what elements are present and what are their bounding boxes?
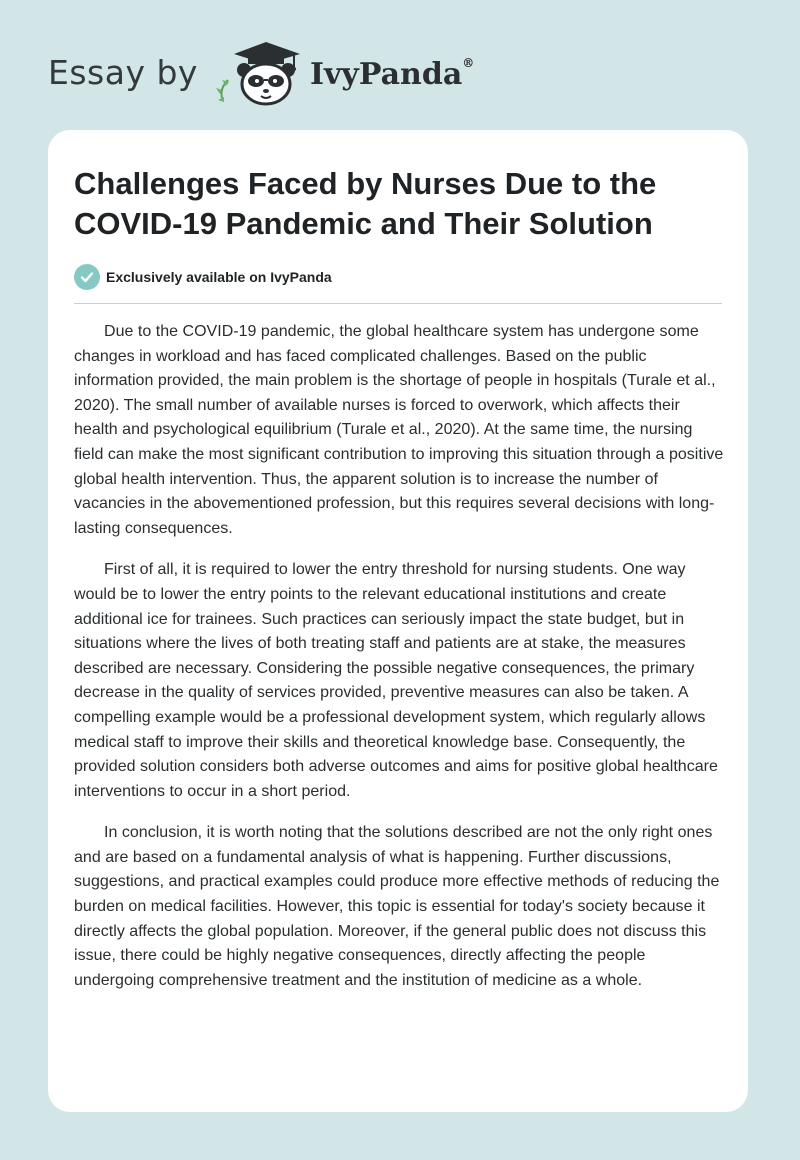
paragraph: Due to the COVID-19 pandemic, the global healthcare system has undergone some changes in workload and has faced complicated challenges. Based on the public information provided, the main problem is the shortage of people in hospitals (Turale et al., 2020). The small number of available nurses is forced to overwork, which affects their health and psychological equilibrium (Turale et al., 2020). At the same time, the nursing field can make the most significant contribution to improving this situation through a positive global health intervention. Thus, the apparent solution is to increase the number of vacancies in the abovementioned profession, but this requires several decisions with long-lasting consequences. xyxy=(74,323,724,537)
panda-graduate-icon xyxy=(214,36,306,108)
paragraph: First of all, it is required to lower the entry threshold for nursing students. One way would be to lower the entry points to the relevant educational institutions and create additional ice for trainees. Such practices can seriously impact the state budget, but in situations where the lives of both treating staff and patients are at stake, the measures described are necessary. Considering the possible negative consequences, the primary decrease in the quality of services provided, preventive measures can also be taken. A compelling example would be a professional development system, which regularly allows medical staff to improve their skills and theoretical knowledge base. Consequently, the provided solution considers both adverse outcomes and aims for positive global healthcare interventions to occur in a short period. xyxy=(74,561,718,800)
exclusive-badge xyxy=(74,264,332,290)
essay-by-label: Essay by xyxy=(48,52,198,92)
brand-name[interactable]: IvyPanda® xyxy=(309,55,475,92)
exclusive-badge-text: Exclusively available on IvyPanda xyxy=(106,269,332,285)
essay-card xyxy=(48,130,748,1112)
essay-body xyxy=(74,320,724,1010)
divider xyxy=(74,303,722,304)
site-header xyxy=(48,36,474,108)
trademark-symbol: ® xyxy=(462,55,475,70)
page-title: Challenges Faced by Nurses Due to the COVID-19 Pandemic and Their Solution xyxy=(74,166,657,241)
paragraph: In conclusion, it is worth noting that the solutions described are not the only right ones and are based on a fundamental analysis of what is happening. Further discussions, suggestions, and practical examples could produce more effective methods of reducing the burden on medical facilities. However, this topic is essential for today's society because it directly affects the global population. Moreover, if the general public does not discuss this issue, there could be highly negative consequences, directly affecting the people undergoing comprehensive treatment and the institution of medicine as a whole. xyxy=(74,824,720,989)
check-circle-icon xyxy=(74,264,100,290)
